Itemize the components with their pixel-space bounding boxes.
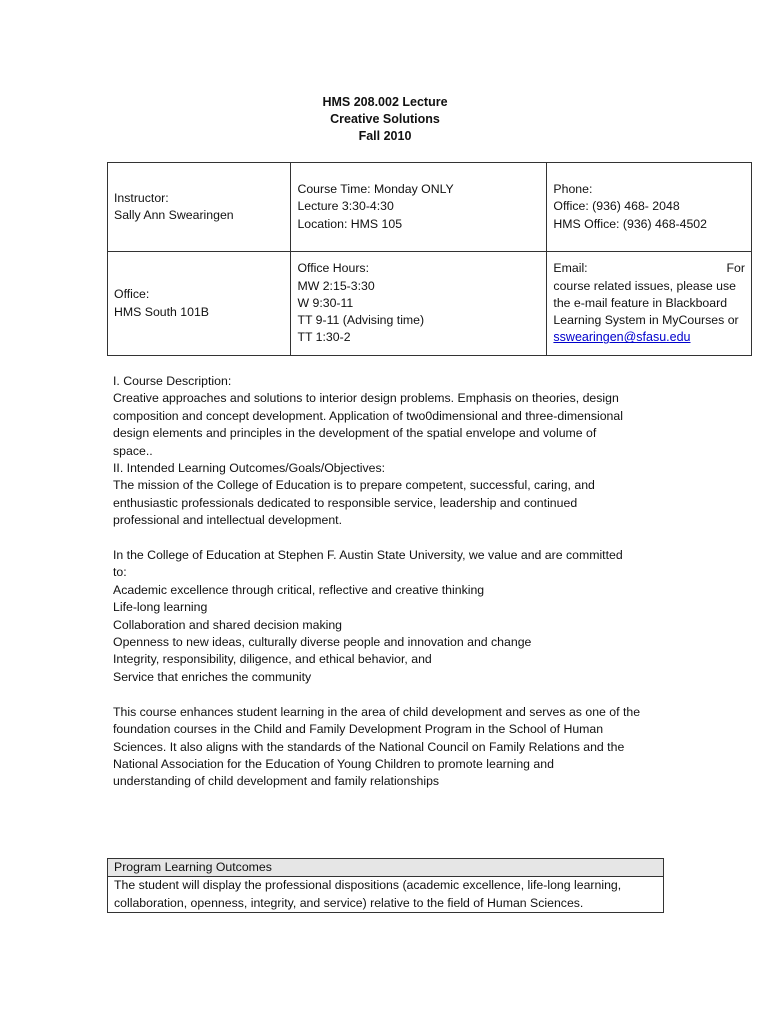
paragraph-gap [113,686,673,703]
office-hours-label: Office Hours: [297,261,369,276]
body-line: professional and intellectual development. [113,513,343,528]
body-line: composition and concept development. Application of two0dimensional and three-dimensional [113,408,623,423]
values-item: Academic excellence through critical, reflective and creative thinking [113,582,485,597]
course-time: Course Time: Monday ONLY [297,182,454,197]
program-outcomes-heading: Program Learning Outcomes [108,859,664,877]
syllabus-body [113,373,673,791]
hms-office-phone: HMS Office: (936) 468-4502 [553,216,707,231]
instructor-cell [108,163,291,252]
course-code-title: HMS 208.002 Lecture [322,95,448,109]
office-hours-tt-advising: TT 9-11 (Advising time) [297,313,425,328]
email-note-line: course related issues, please use [553,278,736,293]
course-name-title: Creative Solutions [330,112,440,126]
phone-label: Phone: [553,182,593,197]
email-for-word: For [726,261,745,276]
paragraph-gap [113,530,673,547]
program-outcomes-text [108,877,664,913]
body-line: design elements and principles in the development of the spatial envelope and volume of [113,426,597,441]
email-note-line: Learning System in MyCourses or [553,313,739,328]
course-info-table [107,162,752,356]
body-line: Creative approaches and solutions to interior design problems. Emphasis on theories, design [113,391,619,406]
table-row [108,859,664,877]
course-purpose-line: National Association for the Education of Young Children to promote learning and [113,756,554,771]
email-header-line [553,260,745,277]
body-line: The mission of the College of Education is to prepare competent, successful, caring, and [113,478,595,493]
body-line: space.. [113,443,153,458]
table-row [108,163,752,252]
table-row [108,877,664,913]
instructor-label: Instructor: [114,190,169,205]
office-label: Office: [114,287,150,302]
values-item: Life-long learning [113,600,208,615]
body-line: enthusiastic professionals dedicated to responsible service, leadership and continued [113,495,578,510]
values-item: Integrity, responsibility, diligence, and ethical behavior, and [113,652,432,667]
email-label: Email: [553,261,588,276]
program-outcomes-table [107,858,664,913]
values-item: Collaboration and shared decision making [113,617,342,632]
table-row [108,252,752,356]
course-purpose-line: Sciences. It also aligns with the standards of the National Council on Family Relations and the [113,739,625,754]
lecture-time: Lecture 3:30-4:30 [297,199,394,214]
office-phone: Office: (936) 468- 2048 [553,199,680,214]
course-time-cell [291,163,547,252]
course-purpose-line: This course enhances student learning in the area of child development and serves as one of the [113,704,641,719]
email-link[interactable]: sswearingen@sfasu.edu [553,330,691,345]
program-outcomes-line: collaboration, openness, integrity, and service) relative to the field of Human Sciences. [114,895,584,910]
phone-cell [547,163,752,252]
office-hours-mw: MW 2:15-3:30 [297,278,375,293]
course-description-heading: I. Course Description: [113,374,232,388]
course-purpose-line: foundation courses in the Child and Family Development Program in the School of Human [113,722,604,737]
outcomes-heading: II. Intended Learning Outcomes/Goals/Objectives: [113,461,386,476]
email-cell [547,252,752,356]
course-location: Location: HMS 105 [297,216,403,231]
office-hours-cell [291,252,547,356]
course-header [0,94,770,145]
program-outcomes-line: The student will display the professional dispositions (academic excellence, life-long learning, [114,878,622,893]
instructor-name: Sally Ann Swearingen [114,208,234,222]
term-title: Fall 2010 [358,129,412,143]
values-line: In the College of Education at Stephen F. Austin State University, we value and are committed [113,548,623,563]
email-note-line: the e-mail feature in Blackboard [553,295,728,310]
values-item: Service that enriches the community [113,669,312,684]
office-cell [108,252,291,356]
course-purpose-line: understanding of child development and family relationships [113,774,440,789]
office-room: HMS South 101B [114,304,210,319]
office-hours-tt: TT 1:30-2 [297,330,351,345]
values-line: to: [113,565,127,580]
values-item: Openness to new ideas, culturally diverse people and innovation and change [113,635,532,650]
office-hours-w: W 9:30-11 [297,295,354,310]
